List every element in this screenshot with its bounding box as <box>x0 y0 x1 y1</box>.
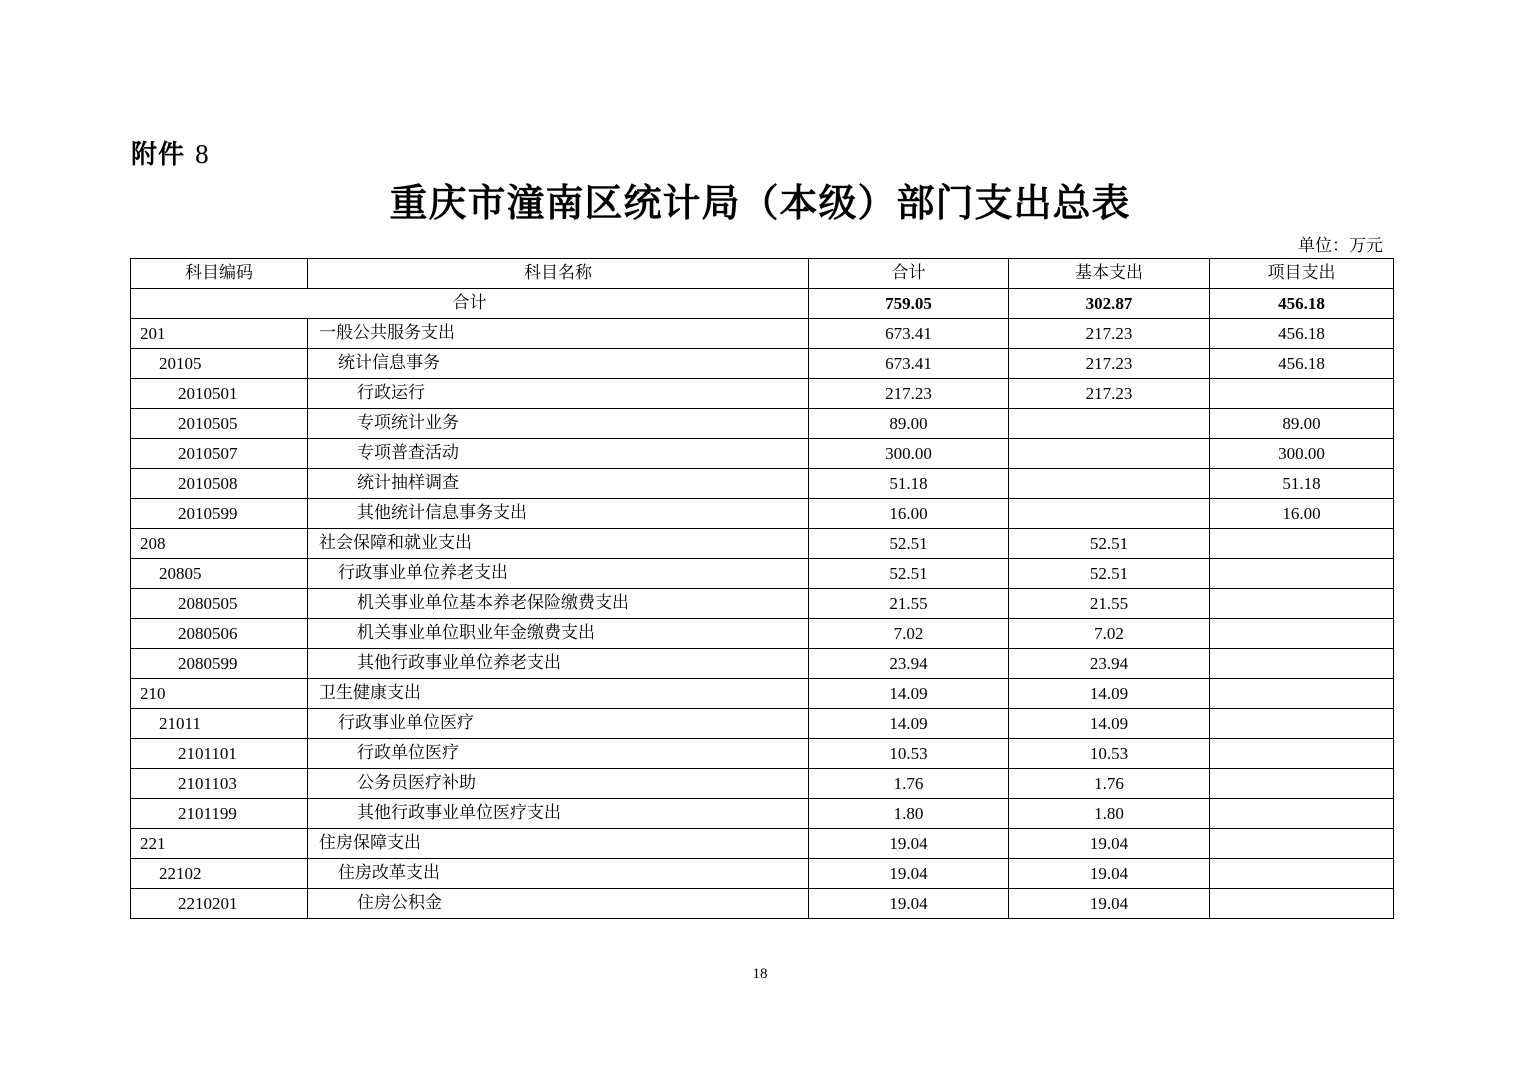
table-row <box>131 499 1394 529</box>
row-code: 201 <box>131 319 308 349</box>
row-name: 机关事业单位基本养老保险缴费支出 <box>308 589 809 619</box>
row-name: 住房改革支出 <box>308 859 809 889</box>
header-total: 合计 <box>809 259 1009 289</box>
row-name: 专项普查活动 <box>308 439 809 469</box>
row-basic <box>1009 409 1210 439</box>
table-row <box>131 529 1394 559</box>
row-code: 208 <box>131 529 308 559</box>
row-project <box>1210 739 1394 769</box>
row-project <box>1210 379 1394 409</box>
document-title: 重庆市潼南区统计局（本级）部门支出总表 <box>389 181 1131 225</box>
row-project <box>1210 829 1394 859</box>
expenditure-table <box>130 258 1394 919</box>
row-total: 19.04 <box>809 859 1009 889</box>
row-code: 2101101 <box>131 739 308 769</box>
header-basic: 基本支出 <box>1009 259 1210 289</box>
row-total: 7.02 <box>809 619 1009 649</box>
table-row <box>131 679 1394 709</box>
table-row <box>131 349 1394 379</box>
row-code: 2101199 <box>131 799 308 829</box>
row-project <box>1210 589 1394 619</box>
row-name: 其他行政事业单位养老支出 <box>308 649 809 679</box>
row-code: 210 <box>131 679 308 709</box>
row-code: 2010505 <box>131 409 308 439</box>
row-total: 23.94 <box>809 649 1009 679</box>
row-basic: 217.23 <box>1009 349 1210 379</box>
attachment-label-text: 附件 <box>131 140 186 170</box>
row-total: 21.55 <box>809 589 1009 619</box>
row-basic: 14.09 <box>1009 679 1210 709</box>
row-basic: 52.51 <box>1009 529 1210 559</box>
row-total: 14.09 <box>809 709 1009 739</box>
row-basic: 23.94 <box>1009 649 1210 679</box>
row-total: 673.41 <box>809 349 1009 379</box>
table-row <box>131 739 1394 769</box>
row-project <box>1210 679 1394 709</box>
row-name: 社会保障和就业支出 <box>308 529 809 559</box>
table-row <box>131 319 1394 349</box>
row-total: 14.09 <box>809 679 1009 709</box>
row-basic: 21.55 <box>1009 589 1210 619</box>
page-number: 18 <box>752 966 768 982</box>
row-project <box>1210 859 1394 889</box>
row-basic: 19.04 <box>1009 889 1210 919</box>
row-total: 217.23 <box>809 379 1009 409</box>
table-row <box>131 559 1394 589</box>
table-row <box>131 439 1394 469</box>
table-row <box>131 859 1394 889</box>
row-project <box>1210 649 1394 679</box>
row-name: 机关事业单位职业年金缴费支出 <box>308 619 809 649</box>
row-basic: 7.02 <box>1009 619 1210 649</box>
table-header-row <box>131 259 1394 289</box>
row-name: 公务员医疗补助 <box>308 769 809 799</box>
row-code: 20105 <box>131 349 308 379</box>
row-code: 221 <box>131 829 308 859</box>
row-basic: 19.04 <box>1009 859 1210 889</box>
row-total: 673.41 <box>809 319 1009 349</box>
row-basic: 10.53 <box>1009 739 1210 769</box>
total-row-label: 合计 <box>131 289 809 319</box>
unit-label: 单位：万元 <box>1298 236 1383 256</box>
row-basic <box>1009 439 1210 469</box>
row-project: 456.18 <box>1210 349 1394 379</box>
row-project <box>1210 529 1394 559</box>
row-name: 一般公共服务支出 <box>308 319 809 349</box>
row-code: 2080506 <box>131 619 308 649</box>
table-row <box>131 769 1394 799</box>
row-name: 统计信息事务 <box>308 349 809 379</box>
row-code: 2080599 <box>131 649 308 679</box>
row-basic: 14.09 <box>1009 709 1210 739</box>
row-name: 住房保障支出 <box>308 829 809 859</box>
table-row <box>131 649 1394 679</box>
row-project <box>1210 799 1394 829</box>
row-project <box>1210 559 1394 589</box>
header-name: 科目名称 <box>308 259 809 289</box>
total-row-basic: 302.87 <box>1009 289 1210 319</box>
row-code: 2210201 <box>131 889 308 919</box>
table-row <box>131 409 1394 439</box>
row-name: 行政事业单位医疗 <box>308 709 809 739</box>
row-name: 行政运行 <box>308 379 809 409</box>
header-code: 科目编码 <box>131 259 308 289</box>
row-basic: 217.23 <box>1009 379 1210 409</box>
total-row-project: 456.18 <box>1210 289 1394 319</box>
row-code: 2010508 <box>131 469 308 499</box>
row-project <box>1210 619 1394 649</box>
row-project: 456.18 <box>1210 319 1394 349</box>
row-code: 2080505 <box>131 589 308 619</box>
total-row <box>131 289 1394 319</box>
row-name: 行政单位医疗 <box>308 739 809 769</box>
row-project: 51.18 <box>1210 469 1394 499</box>
attachment-label <box>131 134 210 171</box>
attachment-number: 8 <box>195 139 210 169</box>
row-name: 统计抽样调查 <box>308 469 809 499</box>
row-name: 其他统计信息事务支出 <box>308 499 809 529</box>
row-total: 300.00 <box>809 439 1009 469</box>
row-basic <box>1009 469 1210 499</box>
table-row <box>131 379 1394 409</box>
row-project: 16.00 <box>1210 499 1394 529</box>
row-total: 1.80 <box>809 799 1009 829</box>
row-project: 300.00 <box>1210 439 1394 469</box>
row-code: 22102 <box>131 859 308 889</box>
row-name: 卫生健康支出 <box>308 679 809 709</box>
row-code: 2010599 <box>131 499 308 529</box>
row-total: 52.51 <box>809 529 1009 559</box>
row-code: 2010501 <box>131 379 308 409</box>
row-code: 2010507 <box>131 439 308 469</box>
row-name: 住房公积金 <box>308 889 809 919</box>
table-row <box>131 469 1394 499</box>
total-row-total: 759.05 <box>809 289 1009 319</box>
header-project: 项目支出 <box>1210 259 1394 289</box>
row-total: 10.53 <box>809 739 1009 769</box>
row-total: 52.51 <box>809 559 1009 589</box>
row-project <box>1210 709 1394 739</box>
row-project <box>1210 769 1394 799</box>
row-total: 1.76 <box>809 769 1009 799</box>
row-name: 行政事业单位养老支出 <box>308 559 809 589</box>
row-basic <box>1009 499 1210 529</box>
row-name: 专项统计业务 <box>308 409 809 439</box>
table-row <box>131 619 1394 649</box>
row-total: 89.00 <box>809 409 1009 439</box>
row-basic: 217.23 <box>1009 319 1210 349</box>
row-project: 89.00 <box>1210 409 1394 439</box>
row-total: 16.00 <box>809 499 1009 529</box>
row-code: 20805 <box>131 559 308 589</box>
row-basic: 52.51 <box>1009 559 1210 589</box>
table-row <box>131 709 1394 739</box>
row-name: 其他行政事业单位医疗支出 <box>308 799 809 829</box>
row-project <box>1210 889 1394 919</box>
row-basic: 19.04 <box>1009 829 1210 859</box>
row-code: 21011 <box>131 709 308 739</box>
table-row <box>131 589 1394 619</box>
row-total: 51.18 <box>809 469 1009 499</box>
table-row <box>131 799 1394 829</box>
table-row <box>131 889 1394 919</box>
table-row <box>131 829 1394 859</box>
row-basic: 1.80 <box>1009 799 1210 829</box>
row-total: 19.04 <box>809 829 1009 859</box>
row-total: 19.04 <box>809 889 1009 919</box>
row-basic: 1.76 <box>1009 769 1210 799</box>
row-code: 2101103 <box>131 769 308 799</box>
